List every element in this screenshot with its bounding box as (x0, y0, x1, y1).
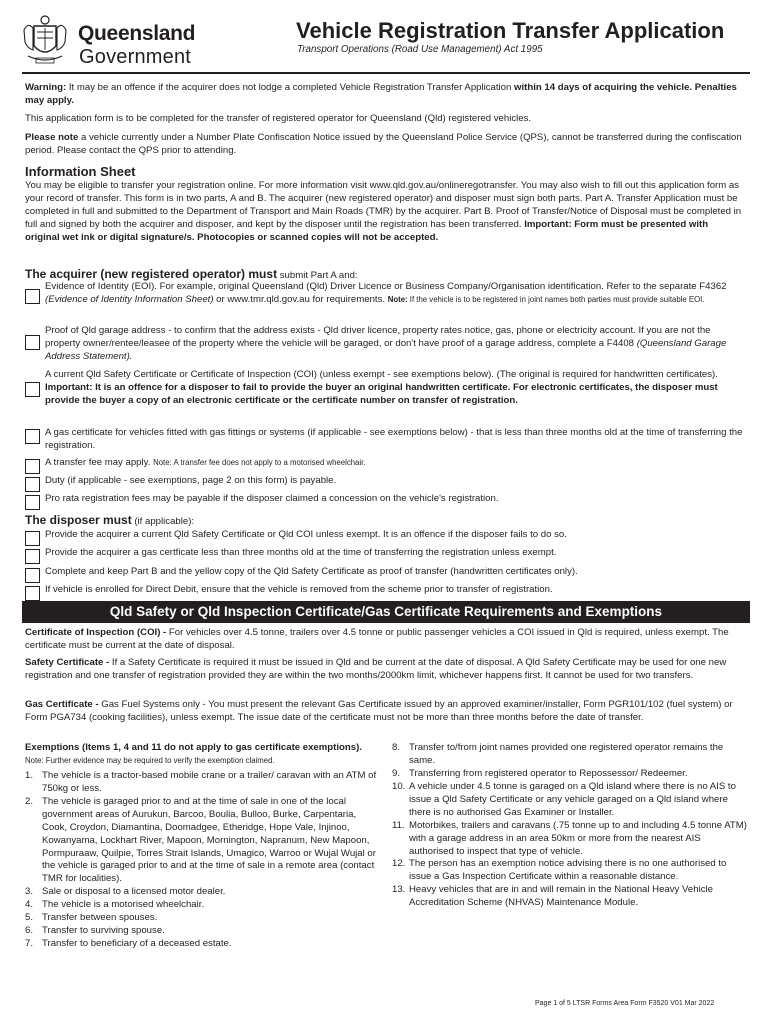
pro-rata-checkbox[interactable] (25, 495, 40, 510)
transfer-fee-checkbox[interactable] (25, 459, 40, 474)
confiscation-note (25, 132, 745, 158)
exemption-number: 12. (392, 858, 406, 870)
exemptions-left-column (25, 742, 380, 951)
information-sheet-heading: Information Sheet (25, 164, 136, 179)
information-sheet-text (25, 180, 745, 245)
exemption-text: Transfer to/from joint names provided one registered operator remains the same. (409, 742, 724, 766)
eoi-text-2: or www.tmr.qld.gov.au for requirements. (213, 293, 388, 305)
acquirer-heading-suffix: submit Part A and: (277, 270, 358, 281)
exemption-item (392, 742, 747, 768)
acquirer-item-gas-certificate (25, 427, 745, 455)
exemption-item (25, 925, 380, 938)
logo-wordmark-queensland: Queensland (78, 22, 196, 45)
exemption-text: The vehicle is garaged prior to and at the time of sale in one of the local government areas of Aurukun, Barcoo, Boulia, Bulloo, Burke, Carpentaria, Cook, Croydon, Diamantina, Doomadgee, Etheridge, Hope Vale, Injinoo, Kowanyama, Lockhart River, Mapoon, Mornington, Napranum, New Mapoon, Pormpuraaw, Quilpie, Torres Strait Islands, Umagico, Warroo or Wujal Wujal or the vehicle is garaged prior to and at the time of sale in a remote area (contact TMR for localities). (42, 795, 376, 885)
acquirer-item-pro-rata (25, 493, 745, 511)
exemption-item (392, 858, 747, 884)
exemption-item (392, 781, 747, 820)
gas-certificate-requirement (25, 699, 745, 725)
exemption-item (25, 796, 380, 887)
gas-cert-text: A gas certificate for vehicles fitted with gas fittings or systems (if applicable - see exemptions below) - that is less than three months old at the time of transferring the registration. (45, 427, 743, 451)
exemption-item (392, 820, 747, 859)
exemption-text: Transfer between spouses. (42, 912, 158, 924)
disposer-safety-checkbox[interactable] (25, 531, 40, 546)
garage-address-checkbox[interactable] (25, 335, 40, 350)
exemptions-note: Note: Further evidence may be required to verify the exemption claimed. (25, 755, 275, 765)
coi-text: For vehicles over 4.5 tonne, trailers over 4.5 tonne or public passenger vehicles a COI issued in Qld is required, unless exempt. The certificate must be current at the date of disposal. (25, 627, 729, 651)
note-label: Please note (25, 132, 79, 143)
safety-certificate-requirement (25, 657, 745, 683)
eoi-text: Evidence of Identity (EOI). For example, original Queensland (Qld) Driver Licence or Business Company/Organisation identification. Refer to the separate F4362 (45, 281, 727, 292)
disposer-gas-text: Provide the acquirer a gas certficate less than three months old at the time of transferring the registration unless exempt. (45, 547, 557, 558)
disposer-heading-text: The disposer must (25, 513, 132, 527)
queensland-government-logo (22, 12, 202, 68)
transfer-fee-note: Note: A transfer fee does not apply to a motorised wheelchair. (153, 458, 366, 467)
eoi-reference: (Evidence of Identity Information Sheet) (45, 293, 214, 305)
safety-cert-text: A current Qld Safety Certificate or Certificate of Inspection (COI) (unless exempt - see exemptions below). (The original is required for handwritten certificates). (45, 369, 718, 380)
exemption-number: 7. (25, 938, 34, 950)
pro-rata-text: Pro rata registration fees may be payable if the disposer claimed a concession on the vehicle's registration. (45, 493, 499, 504)
duty-text: Duty (if applicable - see exemptions, page 2 on this form) is payable. (45, 475, 337, 486)
exemption-text: Transfer to surviving spouse. (42, 925, 165, 937)
exemption-number: 3. (25, 886, 34, 898)
garage-reference: (Queensland Garage Address Statement). (45, 337, 727, 362)
exemption-number: 10. (392, 780, 406, 792)
acquirer-item-safety-certificate (25, 369, 745, 421)
disposer-part-b-checkbox[interactable] (25, 568, 40, 583)
warning-text: It may be an offence if the acquirer does not lodge a completed Vehicle Registration Transfer Application (66, 82, 515, 93)
gas-label: Gas Certificate - (25, 699, 99, 710)
exemption-number: 2. (25, 795, 34, 807)
exemption-text: The vehicle is a tractor-based mobile crane or a trailer/ caravan with an ATM of 750kg or less. (42, 769, 377, 794)
warning-label: Warning: (25, 82, 67, 93)
transfer-fee-text: A transfer fee may apply. (45, 457, 154, 468)
exemption-number: 4. (25, 899, 34, 911)
purpose-paragraph: This application form is to be completed for the transfer of registered operator for Queensland (Qld) registered vehicles. (25, 113, 532, 124)
exemptions-right-column (392, 742, 747, 910)
gas-certificate-checkbox[interactable] (25, 429, 40, 444)
disposer-heading (25, 512, 745, 529)
gas-text: Gas Fuel Systems only - You must present the relevant Gas Certificate issued by an approved examiner/installer, Form PGR101/102 (fuel system) or Form PGA734 (cooking facilities), unless exempt. The issue date of the certificate must not be more than three months before the date of transfer. (25, 699, 733, 723)
safety-certificate-checkbox[interactable] (25, 382, 40, 397)
exemption-text: The person has an exemption notice advising there is no one authorised to issue a Gas Inspection Certificate within a reasonable distance. (409, 858, 727, 883)
acquirer-item-eoi (25, 281, 745, 321)
eoi-note-label: Note: (387, 294, 408, 304)
exemption-item (25, 770, 380, 796)
logo-wordmark-government: Government (79, 46, 192, 68)
warning-paragraph (25, 82, 745, 108)
exemption-number: 6. (25, 925, 34, 937)
header-divider (22, 72, 750, 74)
exemption-number: 5. (25, 912, 34, 924)
note-text: a vehicle currently under a Number Plate Confiscation Notice issued by the Queensland Police Service (QPS), cannot be transferred during the confiscation period. Please contact the QPS prior to attending. (25, 132, 742, 156)
disposer-item-direct-debit (25, 584, 745, 602)
exemption-number: 9. (392, 767, 401, 779)
info-body: You may be eligible to transfer your registration online. For more information visit www.qld.gov.au/onlineregotransfer. You may also wish to fill out this application form as your record of transfer. This form is in two parts, A and B. The acquirer (new registered operator) and disposer must sign both parts. Part A. Transfer Application must be completed in full and submitted to the Department of Transport and Main Roads (TMR) by the acquirer. Part B. Proof of Transfer/Notice of Disposal must be completed in full and signed by both the acquirer and disposer, and kept by the disposer until the registration has been transferred. (25, 180, 742, 230)
acquirer-item-garage (25, 325, 745, 365)
eoi-note: If the vehicle is to be registered in joint names both parties must provide suitable EOI. (407, 294, 705, 304)
info-important: Important: Form must be presented with original wet ink or digital signature/s. Photocopies or scanned copies will not be accepted. (25, 218, 709, 243)
disposer-item-safety (25, 529, 745, 547)
exemptions-heading: Exemptions (Items 1, 4 and 11 do not apply to gas certificate exemptions). (25, 742, 362, 753)
exemption-text: The vehicle is a motorised wheelchair. (42, 899, 205, 911)
acquirer-item-duty (25, 475, 745, 493)
disposer-direct-debit-checkbox[interactable] (25, 586, 40, 601)
acquirer-item-transfer-fee (25, 457, 745, 475)
exemption-item (392, 768, 747, 781)
exemption-text: A vehicle under 4.5 tonne is garaged on a Qld island where there is no AIS to issue a Qld Safety Certificate or any vehicle garaged on a Qld island where there is no authorised Gas Examiner or Installer. (409, 780, 736, 818)
exemptions-list-right (392, 742, 747, 910)
exemption-number: 8. (392, 742, 401, 753)
exemption-number: 11. (392, 819, 405, 831)
disposer-direct-debit-text: If vehicle is enrolled for Direct Debit, ensure that the vehicle is removed from the scheme prior to transfer of registration. (45, 584, 553, 595)
duty-checkbox[interactable] (25, 477, 40, 492)
disposer-safety-text: Provide the acquirer a current Qld Safety Certificate or Qld COI unless exempt. It is an offence if the disposer fails to do so. (45, 529, 567, 540)
exemption-number: 1. (25, 769, 34, 781)
disposer-item-gas (25, 547, 745, 565)
exemption-text: Heavy vehicles that are in and will remain in the National Heavy Vehicle Accreditation Scheme (NHVAS) Maintenance Module. (409, 884, 713, 909)
coi-label: Certificate of Inspection (COI) - (25, 627, 167, 638)
exemption-item (25, 912, 380, 925)
exemption-text: Transfer to beneficiary of a deceased estate. (42, 938, 232, 950)
safety-cert-important: Important: It is an offence for a disposer to fail to provide the buyer an original handwritten certificate. For electronic certificates, the disposer must provide the buyer a copy of an electronic certificate or the certificate number on transfer of registration. (45, 381, 718, 406)
exemptions-list-left (25, 770, 380, 951)
form-subtitle: Transport Operations (Road Use Management) Act 1995 (297, 44, 543, 55)
safety-text: If a Safety Certificate is required it must be issued in Qld and be current at the date of disposal. A Qld Safety Certificate may be used for one new registration and one transfer of registration provided they are within the two months/2000km limit, whichever happens first. It cannot be used for two transfers. (25, 657, 727, 681)
exemption-text: Sale or disposal to a licensed motor dealer. (42, 886, 226, 898)
disposer-item-part-b (25, 566, 745, 584)
page-footer: Page 1 of 5 LTSR Forms Area Form F3520 V01 Mar 2022 (535, 1000, 715, 1007)
disposer-gas-checkbox[interactable] (25, 549, 40, 564)
exemption-text: Motorbikes, trailers and caravans (.75 tonne up to and including 4.5 tonne ATM) with a garage address in an area 50km or more from the nearest AIS authorised to inspect that type of vehicle. (409, 819, 747, 857)
safety-label: Safety Certificate - (25, 657, 110, 668)
exemption-text: Transferring from registered operator to Repossessor/ Redeemer. (409, 767, 688, 779)
acquirer-heading-text: The acquirer (new registered operator) must (25, 267, 278, 281)
warning-emphasis: within 14 days of acquiring the vehicle. Penalties may apply. (25, 82, 737, 106)
disposer-heading-suffix: (if applicable): (131, 516, 195, 527)
disposer-part-b-text: Complete and keep Part B and the yellow copy of the Qld Safety Certificate as proof of transfer (handwritten certificates only). (45, 566, 578, 577)
exemption-item (392, 884, 747, 910)
coat-of-arms-icon (22, 12, 68, 66)
exemption-item (25, 938, 380, 951)
coi-requirement (25, 627, 745, 653)
garage-text: Proof of Qld garage address - to confirm that the address exists - Qld driver licence, property rates notice, gas, phone or electricity account. If you are not the property owner/rentee/leasee of the property where the vehicle will be garaged, or don't have proof of a garage address, complete a F4408 (45, 325, 711, 349)
certificate-requirements-banner: Qld Safety or Qld Inspection Certificate/Gas Certificate Requirements and Exemptions (22, 601, 750, 623)
form-title: Vehicle Registration Transfer Application (296, 18, 725, 43)
exemption-item (25, 899, 380, 912)
exemption-item (25, 886, 380, 899)
eoi-checkbox[interactable] (25, 289, 40, 304)
exemption-number: 13. (392, 884, 406, 896)
